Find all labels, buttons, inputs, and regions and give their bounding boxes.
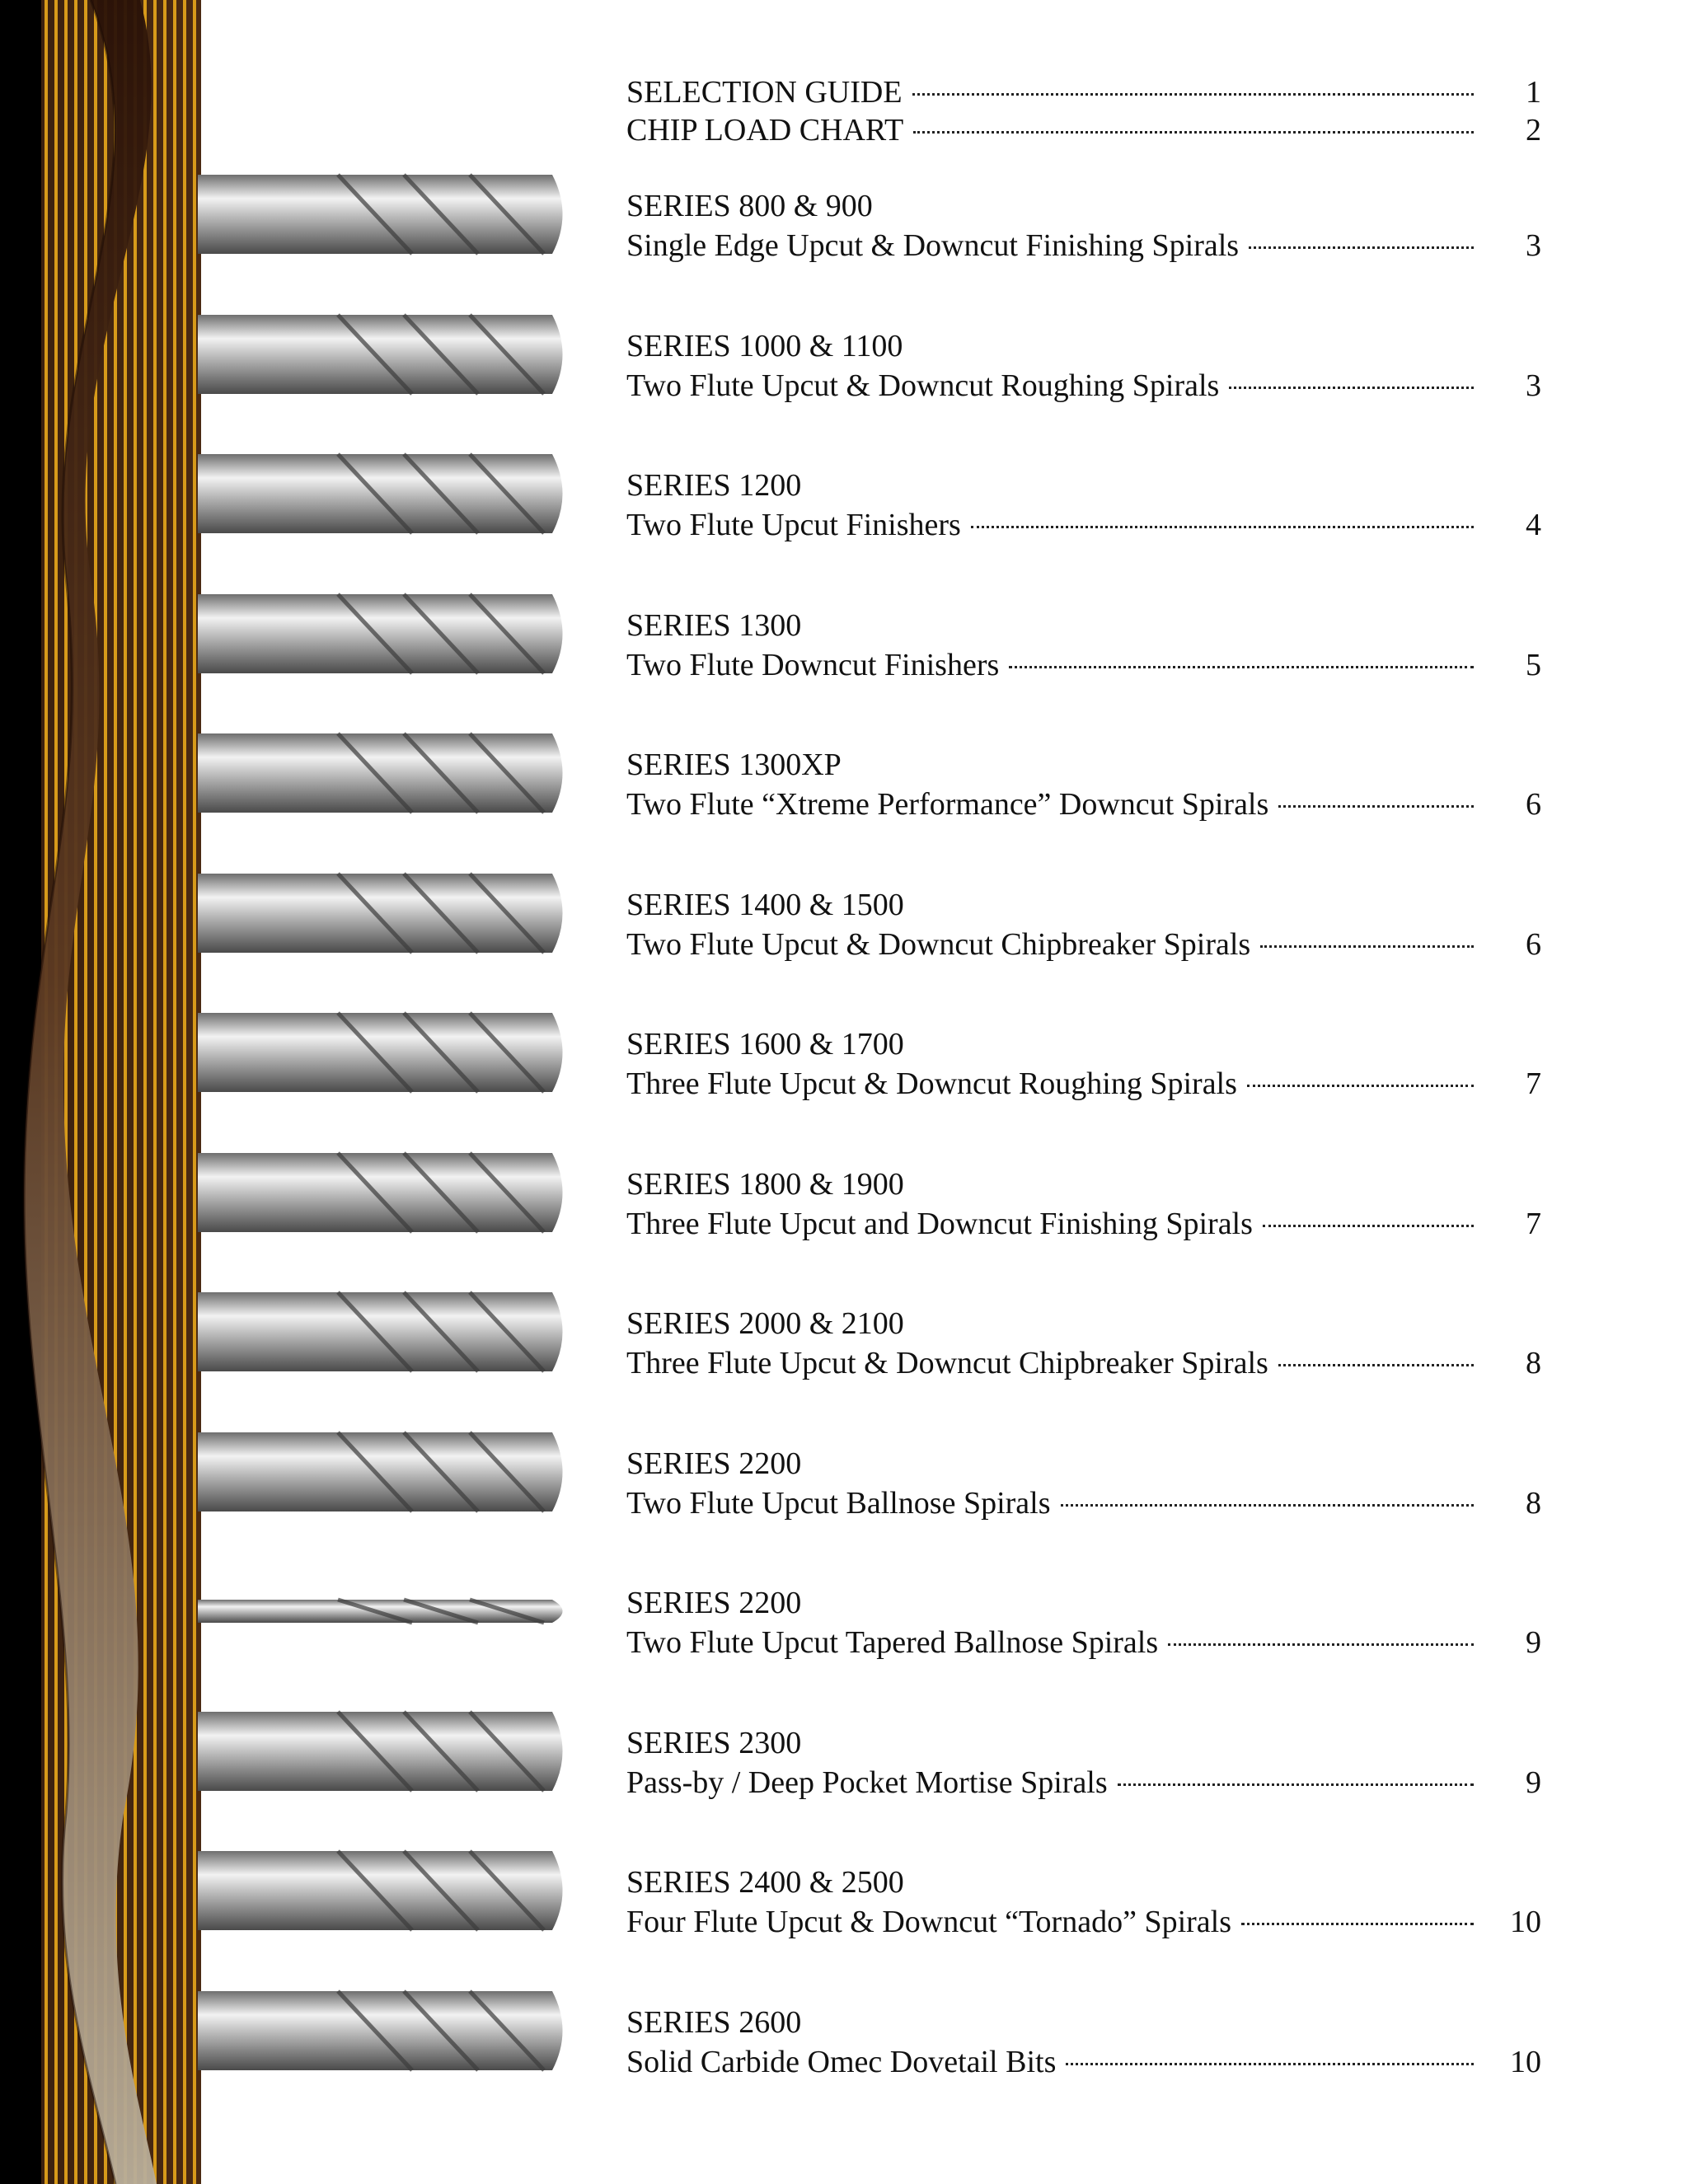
page-number: 7 xyxy=(1526,1207,1541,1241)
series-heading: SERIES 1200 xyxy=(626,468,802,503)
router-bit-icon xyxy=(198,1422,577,1521)
sidebar-stripe xyxy=(153,0,157,2184)
page-number: 8 xyxy=(1526,1346,1541,1380)
router-bit-icon xyxy=(198,1282,577,1381)
router-bit-icon xyxy=(198,1143,577,1242)
toc-entry-series[interactable] xyxy=(626,1863,1541,1942)
series-heading: SERIES 1600 & 1700 xyxy=(626,1027,904,1062)
dot-leader xyxy=(913,129,1474,134)
toc-entry-series[interactable] xyxy=(626,1304,1541,1383)
toc-entry-series[interactable] xyxy=(626,326,1541,405)
series-description: Four Flute Upcut & Downcut “Tornado” Spirals xyxy=(626,1905,1232,1939)
sidebar-stripe xyxy=(183,0,186,2184)
sidebar-stripe xyxy=(134,0,137,2184)
series-description: Solid Carbide Omec Dovetail Bits xyxy=(626,2045,1057,2079)
sidebar-stripe xyxy=(143,0,147,2184)
page-number: 9 xyxy=(1526,1625,1541,1660)
series-heading: SERIES 2300 xyxy=(626,1726,802,1760)
toc-entry-series[interactable] xyxy=(626,1024,1541,1104)
page-number: 1 xyxy=(1526,75,1541,110)
toc-entry-series[interactable] xyxy=(626,1444,1541,1523)
page-number: 10 xyxy=(1510,2045,1541,2079)
page-number: 7 xyxy=(1526,1066,1541,1101)
dot-leader xyxy=(1066,2061,1474,2065)
series-description: Three Flute Upcut & Downcut Roughing Spirals xyxy=(626,1066,1237,1101)
toc-entry-series[interactable] xyxy=(626,186,1541,265)
router-bit-icon xyxy=(198,1003,577,1102)
page-number: 10 xyxy=(1510,1905,1541,1939)
router-bit-icon xyxy=(198,1702,577,1801)
series-description: Three Flute Upcut and Downcut Finishing Spirals xyxy=(626,1207,1253,1241)
router-bit-icon xyxy=(198,1981,577,2080)
dot-leader xyxy=(1278,804,1474,808)
toc-entry-series[interactable] xyxy=(626,606,1541,685)
page-number: 9 xyxy=(1526,1765,1541,1800)
dot-leader xyxy=(1009,664,1474,668)
router-bit-icon xyxy=(198,444,577,543)
series-description: Two Flute Upcut Finishers xyxy=(626,508,961,542)
series-heading: SERIES 1800 & 1900 xyxy=(626,1167,904,1202)
series-heading: SERIES 1000 & 1100 xyxy=(626,329,903,363)
series-description: Two Flute Upcut & Downcut Chipbreaker Spirals xyxy=(626,927,1251,962)
series-heading: SERIES 1300 xyxy=(626,608,802,643)
toc-entry-series[interactable] xyxy=(626,1165,1541,1244)
router-bit-icon xyxy=(198,305,577,404)
series-description: Two Flute Downcut Finishers xyxy=(626,648,1000,682)
toc-entry-series[interactable] xyxy=(626,885,1541,964)
toc-entry-series[interactable] xyxy=(626,1583,1541,1662)
series-description: Two Flute “Xtreme Performance” Downcut Spirals xyxy=(626,787,1269,822)
router-bit-icon xyxy=(198,724,577,823)
series-description: Three Flute Upcut & Downcut Chipbreaker Spirals xyxy=(626,1346,1268,1380)
series-heading: SERIES 1400 & 1500 xyxy=(626,888,904,922)
page-number: 3 xyxy=(1526,228,1541,263)
router-bit-icon xyxy=(198,584,577,683)
series-description: Two Flute Upcut Ballnose Spirals xyxy=(626,1486,1051,1521)
toc-title: SELECTION GUIDE xyxy=(626,75,903,110)
dot-leader xyxy=(1241,1921,1474,1925)
dot-leader xyxy=(912,91,1474,96)
page-number: 2 xyxy=(1526,113,1541,148)
series-description: Two Flute Upcut Tapered Ballnose Spirals xyxy=(626,1625,1159,1660)
dot-leader xyxy=(1263,1223,1474,1227)
sidebar-stripe xyxy=(193,0,196,2184)
toc-entry-series[interactable] xyxy=(626,2003,1541,2082)
series-heading: SERIES 2000 & 2100 xyxy=(626,1306,904,1341)
toc-entry-series[interactable] xyxy=(626,745,1541,824)
series-description: Single Edge Upcut & Downcut Finishing Spirals xyxy=(626,228,1240,263)
series-heading: SERIES 2200 xyxy=(626,1586,802,1620)
router-bit-icon xyxy=(198,1562,577,1661)
sidebar-stripe xyxy=(124,0,127,2184)
router-bit-column xyxy=(198,0,585,2184)
series-heading: SERIES 2200 xyxy=(626,1446,802,1481)
page-number: 4 xyxy=(1526,508,1541,542)
dot-leader xyxy=(1168,1642,1474,1646)
table-of-contents xyxy=(626,0,1541,2184)
page-number: 8 xyxy=(1526,1486,1541,1521)
sidebar-stripe xyxy=(173,0,176,2184)
router-bit-icon xyxy=(198,1841,577,1940)
toc-entry-series[interactable] xyxy=(626,466,1541,545)
dot-leader xyxy=(1118,1782,1474,1786)
series-heading: SERIES 2400 & 2500 xyxy=(626,1865,904,1900)
dot-leader xyxy=(1249,245,1474,249)
router-bit-icon xyxy=(198,864,577,963)
toc-entry-selection-guide[interactable] xyxy=(626,73,1541,112)
sidebar-stripe xyxy=(163,0,166,2184)
toc-entry-chip-load-chart[interactable] xyxy=(626,110,1541,150)
page-number: 5 xyxy=(1526,648,1541,682)
series-description: Pass-by / Deep Pocket Mortise Spirals xyxy=(626,1765,1108,1800)
page-number: 6 xyxy=(1526,927,1541,962)
router-bit-icon xyxy=(198,165,577,264)
toc-title: CHIP LOAD CHART xyxy=(626,113,904,148)
page-number: 6 xyxy=(1526,787,1541,822)
dot-leader xyxy=(1229,385,1474,389)
toc-entry-series[interactable] xyxy=(626,1723,1541,1802)
dot-leader xyxy=(1260,944,1474,948)
sidebar-stripes-art xyxy=(0,0,201,2184)
dot-leader xyxy=(1061,1502,1474,1507)
series-heading: SERIES 2600 xyxy=(626,2005,802,2040)
series-heading: SERIES 800 & 900 xyxy=(626,189,873,223)
decorative-sidebar xyxy=(0,0,201,2184)
series-heading: SERIES 1300XP xyxy=(626,748,842,782)
series-description: Two Flute Upcut & Downcut Roughing Spirals xyxy=(626,368,1220,403)
dot-leader xyxy=(971,524,1474,528)
dot-leader xyxy=(1247,1083,1474,1087)
page-number: 3 xyxy=(1526,368,1541,403)
dot-leader xyxy=(1278,1362,1474,1366)
